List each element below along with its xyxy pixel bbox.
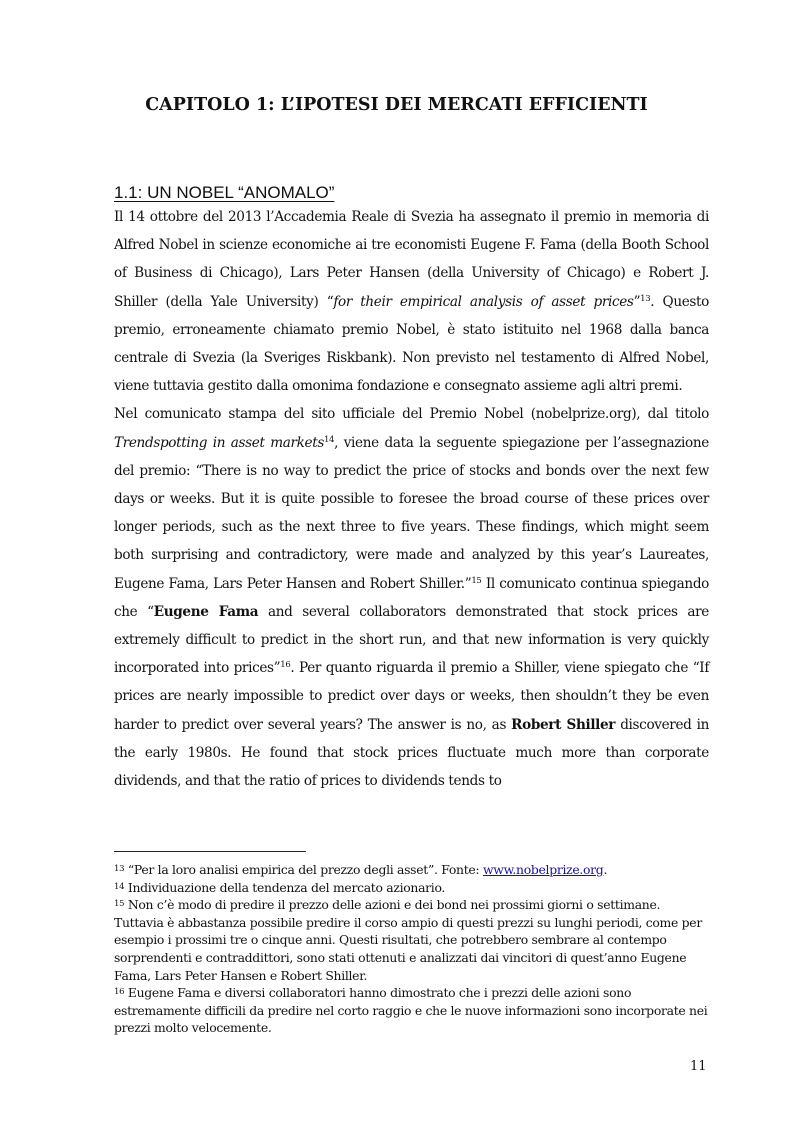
p2-bold-shiller: Robert Shiller xyxy=(511,716,616,733)
footnote-15 xyxy=(114,896,709,984)
p1-text-b: ” xyxy=(633,293,641,310)
footnote-14 xyxy=(114,879,709,897)
p2-italic-title: Trendspotting in asset markets xyxy=(114,434,324,451)
body-text xyxy=(114,203,709,795)
footnote-13 xyxy=(114,861,709,879)
p2-text-f: discovered in the early 1980s. He found that stock prices fluctuate much more than corporate dividends, and that the ratio of prices to dividends tends to xyxy=(114,716,710,790)
paragraph-2 xyxy=(114,400,709,795)
p2-text-a: Nel comunicato stampa del sito ufficiale del Premio Nobel (nobelprize.org), dal titolo xyxy=(114,406,709,423)
chapter-title: CAPITOLO 1: L’IPOTESI DEI MERCATI EFFICIENTI xyxy=(145,95,648,115)
paragraph-1 xyxy=(114,203,709,400)
p2-bold-fama: Eugene Fama xyxy=(153,603,259,620)
section-title: 1.1: UN NOBEL “ANOMALO” xyxy=(114,183,335,202)
p1-text-a: Il 14 ottobre del 2013 l’Accademia Reale di Svezia ha assegnato il premio in memoria di Alfred Nobel in scienze economiche ai tre economisti Eugene F. Fama (della Booth School of Business di Chicago), Lars Peter Hansen (della University of Chicago) e Robert J. Shiller (della Yale University) “ xyxy=(114,209,709,310)
p1-text-c: . Questo premio, erroneamente chiamato premio Nobel, è stato istituito nel 1968 dalla banca centrale di Svezia (la Sveriges Riskbank). Non previsto nel testamento di Alfred Nobel, viene tuttavia gestito dalla omonima fondazione e consegnato assieme agli altri premi. xyxy=(114,293,709,395)
footnote-text: Eugene Fama e diversi collaboratori hanno dimostrato che i prezzi delle azioni sono estremamente difficili da predire nel corto raggio e che le nuove informazioni sono incorporate nei prezzi molto velocemente. xyxy=(114,985,708,1036)
footnote-number: 15 xyxy=(114,899,125,910)
footnote-number: 13 xyxy=(114,864,125,874)
p2-text-e: . Per quanto riguarda il premio a Shiller, viene spiegato che “If prices are nearly impossible to predict over days or weeks, then shouldn’t they be even harder to predict over several years? The answer is no, as xyxy=(114,660,709,733)
footnote-number: 14 xyxy=(114,881,125,892)
p1-italic-title: for their empirical analysis of asset prices xyxy=(333,293,634,310)
footnote-ref-13[interactable]: 13 xyxy=(640,293,651,304)
footnote-number: 16 xyxy=(114,987,125,998)
footnote-ref-15[interactable]: 15 xyxy=(471,575,482,586)
footnote-ref-16[interactable]: 16 xyxy=(280,660,291,671)
page-number: 11 xyxy=(690,1059,707,1074)
footnotes xyxy=(114,861,709,1037)
footnote-text-end: . xyxy=(603,862,608,877)
p2-text-b: , viene data la seguente spiegazione per l’assegnazione del premio: “There is no way to predict the price of stocks and bonds over the next few days or weeks. But it is quite possible to foresee the broad course of these prices over longer periods, such as the next three to five years. These findings, which might seem both surprising and contradictory, were made and analyzed by this year’s Laureates, Eugene Fama, Lars Peter Hansen and Robert Shiller.” xyxy=(114,434,709,592)
nobelprize-link[interactable]: www.nobelprize.org xyxy=(482,862,604,877)
footnote-ref-14[interactable]: 14 xyxy=(324,434,335,445)
footnote-16 xyxy=(114,984,709,1037)
p2-text-c: Il comunicato continua spiegando che “ xyxy=(114,575,710,620)
footnote-text: Non c’è modo di predire il prezzo delle azioni e dei bond nei prossimi giorni o settimane. Tuttavia è abbastanza possibile predire il corso ampio di questi prezzi su lunghi periodi, come per esempio i prossimi tre o cinque anni. Questi risultati, che potrebbero sembrare al contempo sorprendenti e contraddittori, sono stati ottenuti e analizzati dai vincitori di quest’anno Eugene Fama, Lars Peter Hansen e Robert Shiller. xyxy=(114,897,702,983)
footnote-divider xyxy=(114,851,306,852)
footnote-text: Individuazione della tendenza del mercato azionario. xyxy=(124,879,446,895)
p2-text-d: and several collaborators demonstrated that stock prices are extremely difficult to predict in the short run, and that new information is very quickly incorporated into prices” xyxy=(114,603,709,677)
footnote-text: “Per la loro analisi empirica del prezzo degli asset”. Fonte: xyxy=(124,862,483,877)
